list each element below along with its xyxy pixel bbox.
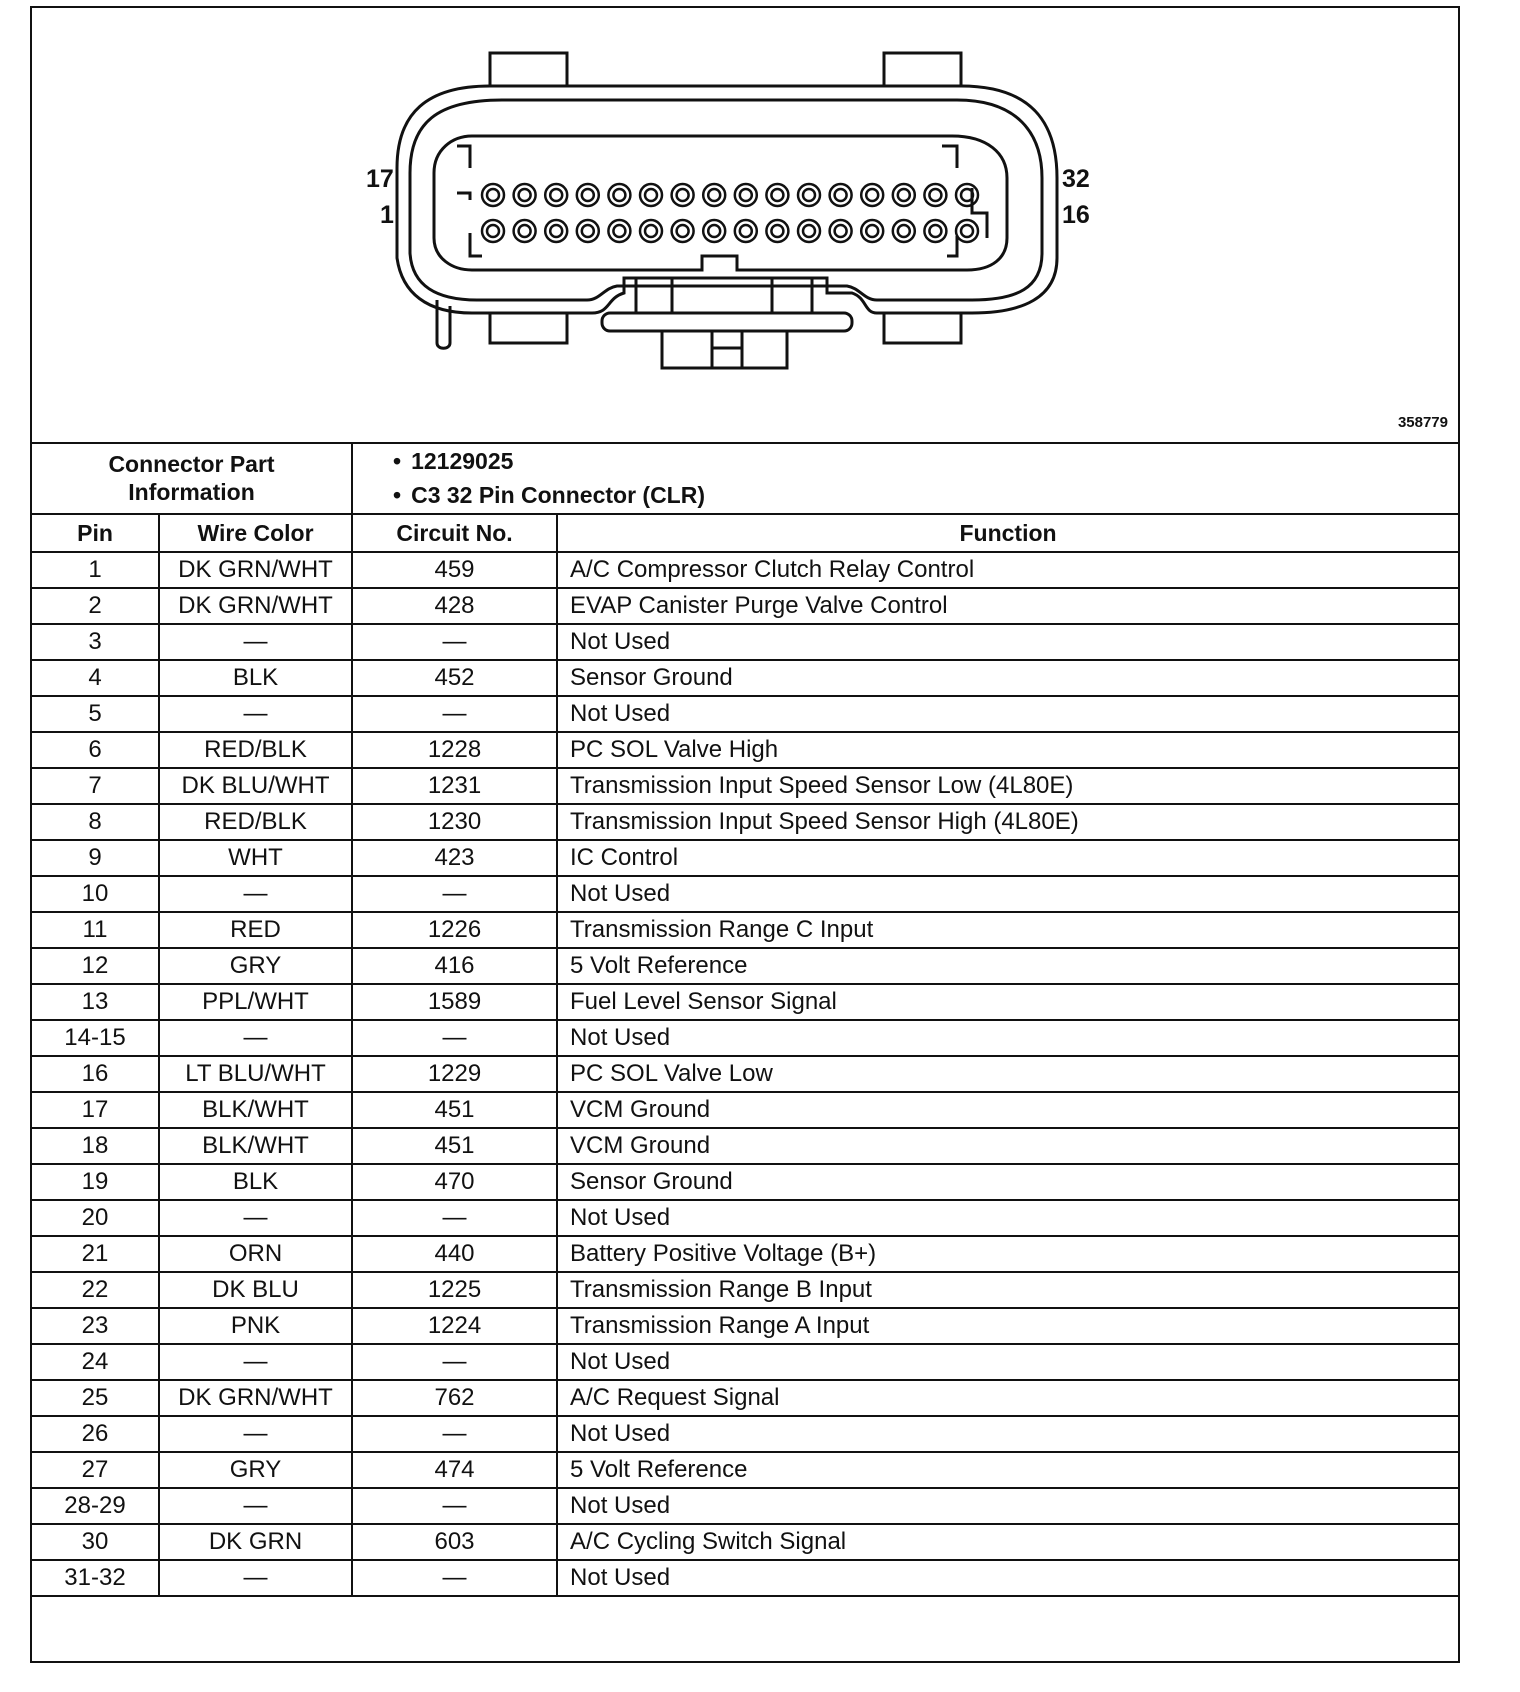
pin-cell: 2 xyxy=(32,588,159,624)
table-row xyxy=(32,1560,1458,1596)
function-cell: PC SOL Valve High xyxy=(557,732,1458,768)
wire-color-cell: RED/BLK xyxy=(159,804,352,840)
pin-cavity-inner xyxy=(519,225,531,237)
function-cell: VCM Ground xyxy=(557,1128,1458,1164)
pin-label-bottom-right: 16 xyxy=(1062,201,1090,229)
pin-cavity xyxy=(482,220,504,242)
pin-cavity xyxy=(956,184,978,206)
pin-cavity xyxy=(514,184,536,206)
pin-cavity-inner xyxy=(613,225,625,237)
function-cell: Not Used xyxy=(557,1020,1458,1056)
pin-cavity xyxy=(766,220,788,242)
pin-cavity-inner xyxy=(898,225,910,237)
pin-cavity-inner xyxy=(613,189,625,201)
function-cell: Not Used xyxy=(557,876,1458,912)
pin-cavity xyxy=(545,220,567,242)
pin-cell: 25 xyxy=(32,1380,159,1416)
circuit-no-cell: — xyxy=(352,624,557,660)
pin-cavity-inner xyxy=(708,189,720,201)
function-cell: Battery Positive Voltage (B+) xyxy=(557,1236,1458,1272)
function-cell: A/C Cycling Switch Signal xyxy=(557,1524,1458,1560)
pin-cavity-inner xyxy=(708,225,720,237)
pin-cell: 14-15 xyxy=(32,1020,159,1056)
connector-diagram xyxy=(32,8,1458,444)
pin-cavity xyxy=(798,220,820,242)
pin-cavity-inner xyxy=(677,189,689,201)
circuit-no-cell: 451 xyxy=(352,1128,557,1164)
circuit-no-cell: 1225 xyxy=(352,1272,557,1308)
pin-cavity-inner xyxy=(740,189,752,201)
pin-cavity xyxy=(766,184,788,206)
wire-color-cell: — xyxy=(159,1560,352,1596)
table-row xyxy=(32,1344,1458,1380)
part-info-list xyxy=(352,442,1458,514)
pin-cell: 23 xyxy=(32,1308,159,1344)
pin-cavity-inner xyxy=(487,189,499,201)
table-row xyxy=(32,660,1458,696)
pin-cavity xyxy=(640,184,662,206)
pin-cavity xyxy=(735,220,757,242)
pin-cavity xyxy=(703,184,725,206)
function-cell: Not Used xyxy=(557,624,1458,660)
pin-cell: 26 xyxy=(32,1416,159,1452)
wire-color-cell: GRY xyxy=(159,948,352,984)
header-pin: Pin xyxy=(32,514,159,552)
function-cell: Not Used xyxy=(557,1560,1458,1596)
pin-cell: 17 xyxy=(32,1092,159,1128)
pin-cell: 19 xyxy=(32,1164,159,1200)
circuit-no-cell: — xyxy=(352,696,557,732)
pin-cavity xyxy=(735,184,757,206)
table-row xyxy=(32,1200,1458,1236)
pin-cavity xyxy=(482,184,504,206)
wire-color-cell: RED/BLK xyxy=(159,732,352,768)
pin-cell: 11 xyxy=(32,912,159,948)
pin-cavity-inner xyxy=(803,225,815,237)
pin-cavity-inner xyxy=(803,189,815,201)
wire-color-cell: — xyxy=(159,624,352,660)
circuit-no-cell: 1230 xyxy=(352,804,557,840)
pin-cavity-inner xyxy=(961,225,973,237)
circuit-no-cell: 452 xyxy=(352,660,557,696)
wire-color-cell: BLK/WHT xyxy=(159,1092,352,1128)
connector-drawing xyxy=(32,8,1458,442)
pin-cell: 12 xyxy=(32,948,159,984)
pin-cell: 28-29 xyxy=(32,1488,159,1524)
pin-cavity-inner xyxy=(582,225,594,237)
pin-cell: 13 xyxy=(32,984,159,1020)
pin-cavity xyxy=(861,184,883,206)
part-info-label xyxy=(32,442,352,514)
function-cell: Sensor Ground xyxy=(557,660,1458,696)
table-row xyxy=(32,552,1458,588)
pin-cavity xyxy=(640,220,662,242)
pin-label-top-right: 32 xyxy=(1062,165,1090,193)
header-circuit-no: Circuit No. xyxy=(352,514,557,552)
wire-color-cell: DK GRN/WHT xyxy=(159,1380,352,1416)
part-info-label-line1: Connector Part xyxy=(108,450,275,477)
pin-cell: 30 xyxy=(32,1524,159,1560)
table-row xyxy=(32,840,1458,876)
circuit-no-cell: — xyxy=(352,876,557,912)
table-row xyxy=(32,1308,1458,1344)
function-cell: Transmission Input Speed Sensor High (4L80E) xyxy=(557,804,1458,840)
pin-cell: 5 xyxy=(32,696,159,732)
function-cell: Not Used xyxy=(557,1200,1458,1236)
wire-color-cell: BLK xyxy=(159,1164,352,1200)
circuit-no-cell: 428 xyxy=(352,588,557,624)
circuit-no-cell: 1228 xyxy=(352,732,557,768)
pin-cell: 18 xyxy=(32,1128,159,1164)
function-cell: PC SOL Valve Low xyxy=(557,1056,1458,1092)
function-cell: Transmission Range A Input xyxy=(557,1308,1458,1344)
pin-cell: 27 xyxy=(32,1452,159,1488)
circuit-no-cell: 1226 xyxy=(352,912,557,948)
circuit-no-cell: 474 xyxy=(352,1452,557,1488)
pin-cavity xyxy=(861,220,883,242)
pin-cavity-inner xyxy=(771,189,783,201)
function-cell: Transmission Range C Input xyxy=(557,912,1458,948)
wire-color-cell: LT BLU/WHT xyxy=(159,1056,352,1092)
pin-cavity-inner xyxy=(645,225,657,237)
table-row xyxy=(32,1452,1458,1488)
circuit-no-cell: — xyxy=(352,1560,557,1596)
wire-color-cell: BLK xyxy=(159,660,352,696)
table-row xyxy=(32,1416,1458,1452)
function-cell: Not Used xyxy=(557,696,1458,732)
function-cell: IC Control xyxy=(557,840,1458,876)
pin-cavity-inner xyxy=(645,189,657,201)
pin-cavity xyxy=(830,184,852,206)
figure-id: 358779 xyxy=(1397,414,1448,431)
table-row xyxy=(32,768,1458,804)
wire-color-cell: DK GRN xyxy=(159,1524,352,1560)
pin-cavity xyxy=(577,184,599,206)
pin-cavity xyxy=(956,220,978,242)
wire-color-cell: GRY xyxy=(159,1452,352,1488)
wire-color-cell: RED xyxy=(159,912,352,948)
pin-cavity-inner xyxy=(582,189,594,201)
function-cell: 5 Volt Reference xyxy=(557,948,1458,984)
pin-cavity-inner xyxy=(550,189,562,201)
wire-color-cell: — xyxy=(159,1488,352,1524)
table-row xyxy=(32,1164,1458,1200)
circuit-no-cell: 1229 xyxy=(352,1056,557,1092)
wire-color-cell: DK GRN/WHT xyxy=(159,588,352,624)
table-row xyxy=(32,876,1458,912)
pin-cell: 7 xyxy=(32,768,159,804)
pin-cavity xyxy=(608,220,630,242)
pin-cavity xyxy=(545,184,567,206)
pinout-table xyxy=(32,442,1458,1597)
wire-color-cell: — xyxy=(159,1344,352,1380)
circuit-no-cell: 459 xyxy=(352,552,557,588)
table-row xyxy=(32,1056,1458,1092)
pin-cell: 20 xyxy=(32,1200,159,1236)
pin-cell: 21 xyxy=(32,1236,159,1272)
function-cell: Transmission Range B Input xyxy=(557,1272,1458,1308)
pin-cavity-inner xyxy=(550,225,562,237)
pin-cell: 1 xyxy=(32,552,159,588)
function-cell: Transmission Input Speed Sensor Low (4L80E) xyxy=(557,768,1458,804)
wire-color-cell: ORN xyxy=(159,1236,352,1272)
circuit-no-cell: 416 xyxy=(352,948,557,984)
circuit-no-cell: 451 xyxy=(352,1092,557,1128)
function-cell: EVAP Canister Purge Valve Control xyxy=(557,588,1458,624)
pin-cavity xyxy=(672,184,694,206)
header-wire-color: Wire Color xyxy=(159,514,352,552)
circuit-no-cell: — xyxy=(352,1416,557,1452)
wire-color-cell: DK BLU/WHT xyxy=(159,768,352,804)
function-cell: 5 Volt Reference xyxy=(557,1452,1458,1488)
pin-cavity xyxy=(924,220,946,242)
pin-cell: 24 xyxy=(32,1344,159,1380)
pin-cavity-inner xyxy=(929,225,941,237)
circuit-no-cell: 1224 xyxy=(352,1308,557,1344)
wire-color-cell: BLK/WHT xyxy=(159,1128,352,1164)
connector-sheet xyxy=(30,6,1460,1663)
table-header-row xyxy=(32,514,1458,552)
table-row xyxy=(32,588,1458,624)
pin-cell: 31-32 xyxy=(32,1560,159,1596)
pin-cavity-inner xyxy=(898,189,910,201)
function-cell: A/C Compressor Clutch Relay Control xyxy=(557,552,1458,588)
function-cell: VCM Ground xyxy=(557,1092,1458,1128)
pin-cell: 6 xyxy=(32,732,159,768)
pin-cavity xyxy=(924,184,946,206)
table-row xyxy=(32,804,1458,840)
table-row xyxy=(32,1488,1458,1524)
header-function: Function xyxy=(557,514,1458,552)
circuit-no-cell: — xyxy=(352,1344,557,1380)
table-row xyxy=(32,912,1458,948)
wire-color-cell: PNK xyxy=(159,1308,352,1344)
pin-cell: 4 xyxy=(32,660,159,696)
wire-color-cell: — xyxy=(159,1020,352,1056)
pin-cavity xyxy=(514,220,536,242)
wire-color-cell: — xyxy=(159,1416,352,1452)
pin-cell: 8 xyxy=(32,804,159,840)
function-cell: Fuel Level Sensor Signal xyxy=(557,984,1458,1020)
pin-cavity-inner xyxy=(835,225,847,237)
pin-cavity xyxy=(798,184,820,206)
wire-color-cell: — xyxy=(159,1200,352,1236)
pin-label-bottom-left: 1 xyxy=(380,201,394,229)
circuit-no-cell: — xyxy=(352,1020,557,1056)
table-row xyxy=(32,1128,1458,1164)
function-cell: Sensor Ground xyxy=(557,1164,1458,1200)
pin-cavity-inner xyxy=(929,189,941,201)
circuit-no-cell: 1589 xyxy=(352,984,557,1020)
function-cell: A/C Request Signal xyxy=(557,1380,1458,1416)
pin-label-top-left: 17 xyxy=(366,165,394,193)
pin-cavity-inner xyxy=(740,225,752,237)
circuit-no-cell: 1231 xyxy=(352,768,557,804)
table-row xyxy=(32,732,1458,768)
table-row xyxy=(32,948,1458,984)
pin-cavity xyxy=(893,184,915,206)
pin-cell: 16 xyxy=(32,1056,159,1092)
function-cell: Not Used xyxy=(557,1488,1458,1524)
table-row xyxy=(32,1092,1458,1128)
circuit-no-cell: 440 xyxy=(352,1236,557,1272)
circuit-no-cell: — xyxy=(352,1200,557,1236)
table-row xyxy=(32,1272,1458,1308)
pin-cavity xyxy=(893,220,915,242)
pin-cavity-inner xyxy=(866,189,878,201)
connector-description: • C3 32 Pin Connector (CLR) xyxy=(393,478,1458,512)
wire-color-cell: DK BLU xyxy=(159,1272,352,1308)
pin-cell: 22 xyxy=(32,1272,159,1308)
pin-cell: 10 xyxy=(32,876,159,912)
table-row xyxy=(32,1380,1458,1416)
pin-cavity xyxy=(830,220,852,242)
part-info-label-line2: Information xyxy=(128,478,255,505)
table-row xyxy=(32,1020,1458,1056)
table-row xyxy=(32,624,1458,660)
pin-cavity xyxy=(577,220,599,242)
pin-cavity-inner xyxy=(677,225,689,237)
wire-color-cell: PPL/WHT xyxy=(159,984,352,1020)
pin-cell: 9 xyxy=(32,840,159,876)
wire-color-cell: DK GRN/WHT xyxy=(159,552,352,588)
table-row xyxy=(32,1236,1458,1272)
function-cell: Not Used xyxy=(557,1416,1458,1452)
table-row xyxy=(32,984,1458,1020)
table-row xyxy=(32,696,1458,732)
pin-cavity-inner xyxy=(771,225,783,237)
table-row xyxy=(32,1524,1458,1560)
circuit-no-cell: 603 xyxy=(352,1524,557,1560)
wire-color-cell: — xyxy=(159,696,352,732)
pin-cavity-inner xyxy=(866,225,878,237)
circuit-no-cell: — xyxy=(352,1488,557,1524)
pin-cavity-inner xyxy=(487,225,499,237)
pin-cavity-inner xyxy=(835,189,847,201)
circuit-no-cell: 423 xyxy=(352,840,557,876)
function-cell: Not Used xyxy=(557,1344,1458,1380)
circuit-no-cell: 762 xyxy=(352,1380,557,1416)
part-number: • 12129025 xyxy=(393,444,1458,478)
wire-color-cell: — xyxy=(159,876,352,912)
part-info-row xyxy=(32,442,1458,514)
pin-cavity xyxy=(703,220,725,242)
pin-cavity-inner xyxy=(519,189,531,201)
pin-cavity xyxy=(608,184,630,206)
pin-cavity xyxy=(672,220,694,242)
wire-color-cell: WHT xyxy=(159,840,352,876)
pin-cell: 3 xyxy=(32,624,159,660)
circuit-no-cell: 470 xyxy=(352,1164,557,1200)
